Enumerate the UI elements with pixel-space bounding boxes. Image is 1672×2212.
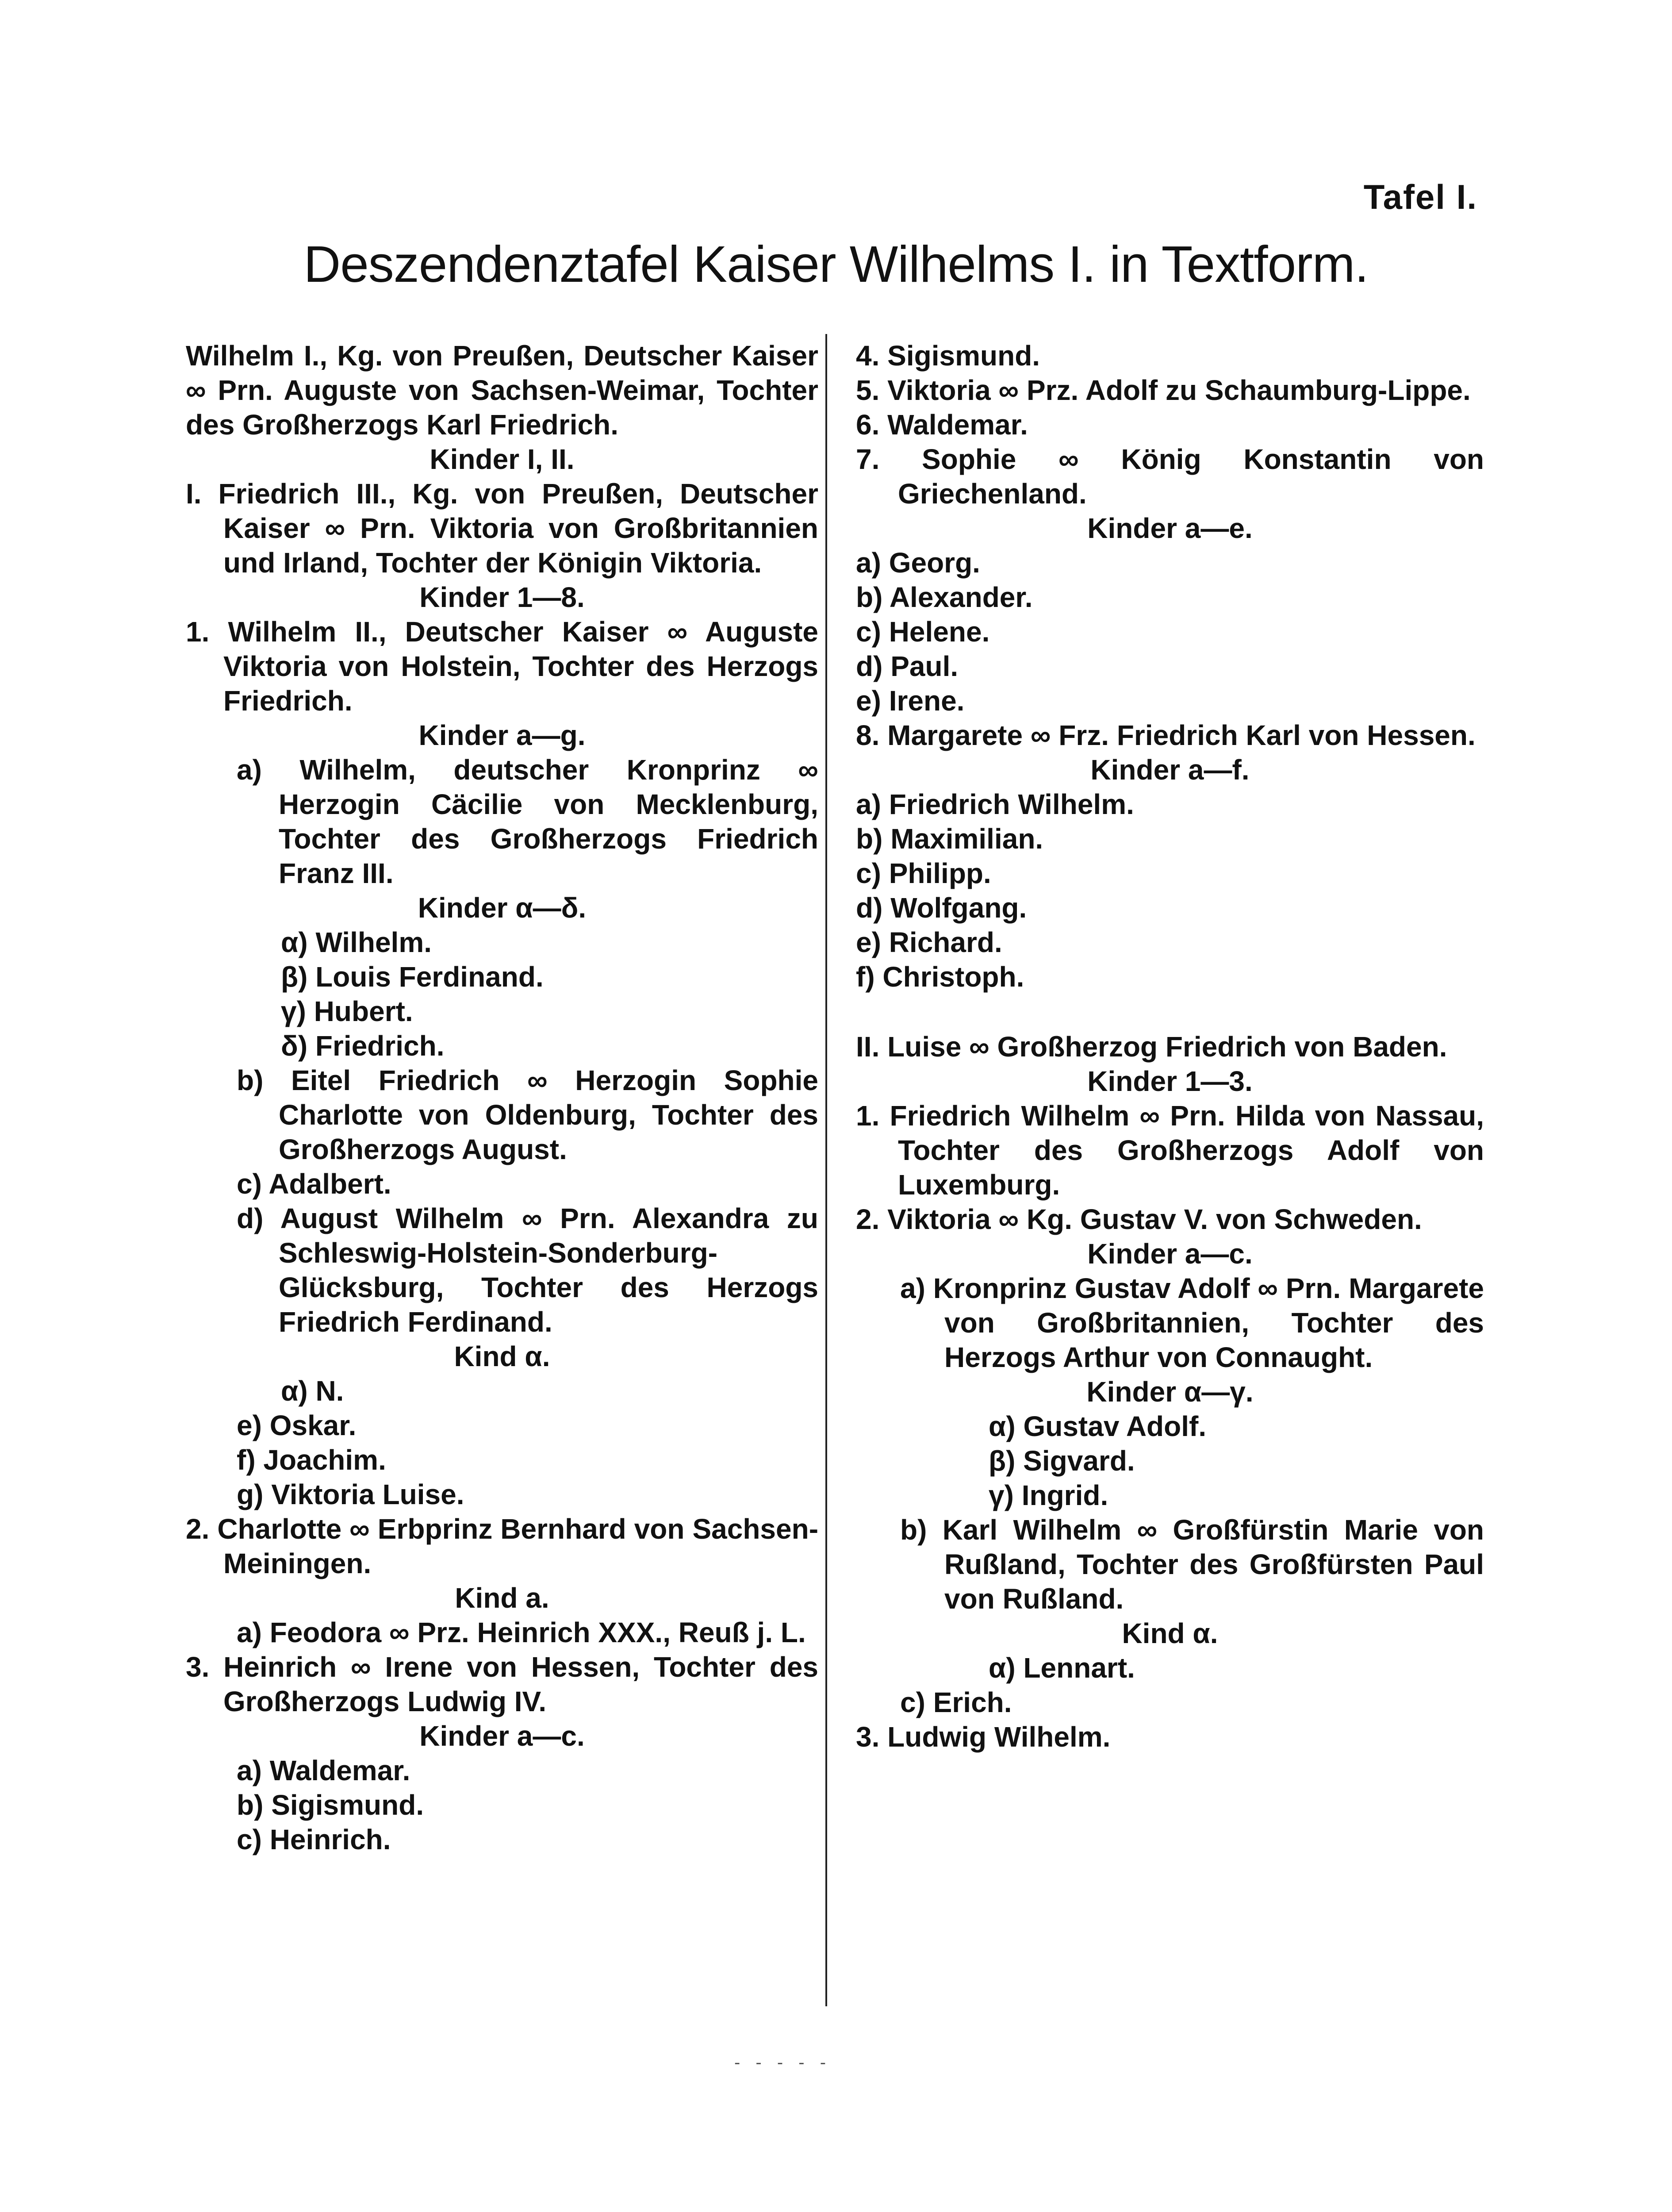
genealogy-entry: a) Feodora ∞ Prz. Heinrich XXX., Reuß j. L.: [237, 1617, 806, 1648]
genealogy-entry: 2. Charlotte ∞ Erbprinz Bernhard von Sachsen-Meiningen.: [186, 1513, 818, 1579]
genealogy-entry: d) August Wilhelm ∞ Prn. Alexandra zu Schleswig-Holstein-Sonderburg-Glücksburg, Tochter des Herzogs Friedrich Ferdinand.: [237, 1202, 818, 1338]
genealogy-entry: e) Irene.: [856, 685, 965, 717]
children-label: Kinder a—e.: [1087, 512, 1253, 544]
genealogy-entry: b) Sigismund.: [237, 1789, 424, 1821]
footer-marks: - - - - -: [734, 2053, 832, 2072]
genealogy-entry: g) Viktoria Luise.: [237, 1479, 464, 1510]
genealogy-entry: b) Eitel Friedrich ∞ Herzogin Sophie Charlotte von Oldenburg, Tochter des Großherzogs August.: [237, 1064, 818, 1165]
genealogy-entry: 7. Sophie ∞ König Konstantin von Griechenland.: [856, 443, 1484, 510]
genealogy-entry: γ) Hubert.: [281, 995, 413, 1027]
page-title: Deszendenztafel Kaiser Wilhelms I. in Textform.: [303, 235, 1369, 293]
genealogy-entry: α) Gustav Adolf.: [989, 1410, 1207, 1442]
children-label: Kinder α—δ.: [418, 892, 587, 924]
genealogy-entry: c) Erich.: [900, 1686, 1012, 1718]
genealogy-entry: 1. Friedrich Wilhelm ∞ Prn. Hilda von Nassau, Tochter des Großherzogs Adolf von Luxemburg.: [856, 1100, 1484, 1201]
genealogy-entry: 1. Wilhelm II., Deutscher Kaiser ∞ Auguste Viktoria von Holstein, Tochter des Herzogs Friedrich.: [186, 616, 818, 717]
genealogy-entry: f) Christoph.: [856, 961, 1024, 993]
genealogy-entry: II. Luise ∞ Großherzog Friedrich von Baden.: [856, 1031, 1447, 1063]
genealogy-entry: a) Wilhelm, deutscher Kronprinz ∞ Herzogin Cäcilie von Mecklenburg, Tochter des Großherzogs Friedrich Franz III.: [237, 754, 818, 889]
genealogy-entry: β) Sigvard.: [989, 1445, 1135, 1477]
genealogy-entry: c) Heinrich.: [237, 1824, 391, 1855]
children-label: Kinder I, II.: [430, 443, 575, 475]
genealogy-entry: b) Karl Wilhelm ∞ Großfürstin Marie von Rußland, Tochter des Großfürsten Paul von Rußland.: [900, 1514, 1484, 1615]
genealogy-entry: c) Helene.: [856, 616, 990, 648]
genealogy-entry: b) Maximilian.: [856, 823, 1043, 855]
genealogy-entry: 3. Heinrich ∞ Irene von Hessen, Tochter des Großherzogs Ludwig IV.: [186, 1651, 818, 1717]
children-label: Kind α.: [454, 1340, 550, 1372]
genealogy-entry: I. Friedrich III., Kg. von Preußen, Deutscher Kaiser ∞ Prn. Viktoria von Großbritannien und Irland, Tochter der Königin Viktoria.: [186, 478, 818, 579]
genealogy-entry: c) Philipp.: [856, 857, 991, 889]
genealogy-entry: δ) Friedrich.: [281, 1030, 445, 1062]
genealogy-entry: 8. Margarete ∞ Frz. Friedrich Karl von Hessen.: [856, 719, 1476, 751]
children-label: Kinder α—γ.: [1086, 1376, 1254, 1408]
children-label: Kind a.: [455, 1582, 549, 1614]
right-column: [856, 338, 1484, 1754]
genealogy-entry: α) N.: [281, 1375, 344, 1407]
genealogy-entry: α) Wilhelm.: [281, 926, 432, 958]
genealogy-entry: α) Lennart.: [989, 1652, 1135, 1684]
genealogy-entry: 3. Ludwig Wilhelm.: [856, 1721, 1111, 1753]
children-label: Kinder a—c.: [1087, 1238, 1253, 1270]
spacer: [856, 994, 1484, 1029]
column-divider: [825, 334, 827, 2006]
children-label: Kinder 1—8.: [419, 581, 585, 613]
genealogy-entry: e) Oskar.: [237, 1409, 357, 1441]
genealogy-entry: b) Alexander.: [856, 581, 1033, 613]
genealogy-entry: a) Kronprinz Gustav Adolf ∞ Prn. Margarete von Großbritannien, Tochter des Herzogs Arthur von Connaught.: [900, 1272, 1484, 1373]
genealogy-entry: 6. Waldemar.: [856, 409, 1028, 441]
children-label: Kinder a—c.: [419, 1720, 585, 1752]
children-label: Kinder a—g.: [418, 719, 586, 751]
genealogy-entry: a) Georg.: [856, 547, 980, 579]
genealogy-entry: 2. Viktoria ∞ Kg. Gustav V. von Schweden.: [856, 1203, 1422, 1235]
genealogy-entry: a) Friedrich Wilhelm.: [856, 788, 1134, 820]
left-column: [186, 338, 818, 1857]
genealogy-entry: 5. Viktoria ∞ Prz. Adolf zu Schaumburg-Lippe.: [856, 374, 1471, 406]
genealogy-entry: 4. Sigismund.: [856, 340, 1040, 372]
genealogy-entry: γ) Ingrid.: [989, 1479, 1108, 1511]
genealogy-entry: d) Wolfgang.: [856, 892, 1027, 924]
genealogy-entry: c) Adalbert.: [237, 1168, 391, 1200]
children-label: Kinder a—f.: [1090, 754, 1250, 786]
plate-label: Tafel I.: [1363, 177, 1477, 216]
genealogy-entry: a) Waldemar.: [237, 1755, 410, 1786]
genealogy-entry: e) Richard.: [856, 926, 1002, 958]
genealogy-entry: Wilhelm I., Kg. von Preußen, Deutscher Kaiser ∞ Prn. Auguste von Sachsen-Weimar, Tochter des Großherzogs Karl Friedrich.: [186, 340, 818, 441]
genealogy-entry: f) Joachim.: [237, 1444, 386, 1476]
genealogy-entry: d) Paul.: [856, 650, 959, 682]
genealogy-entry: β) Louis Ferdinand.: [281, 961, 544, 993]
children-label: Kind α.: [1122, 1617, 1218, 1649]
children-label: Kinder 1—3.: [1087, 1065, 1253, 1097]
